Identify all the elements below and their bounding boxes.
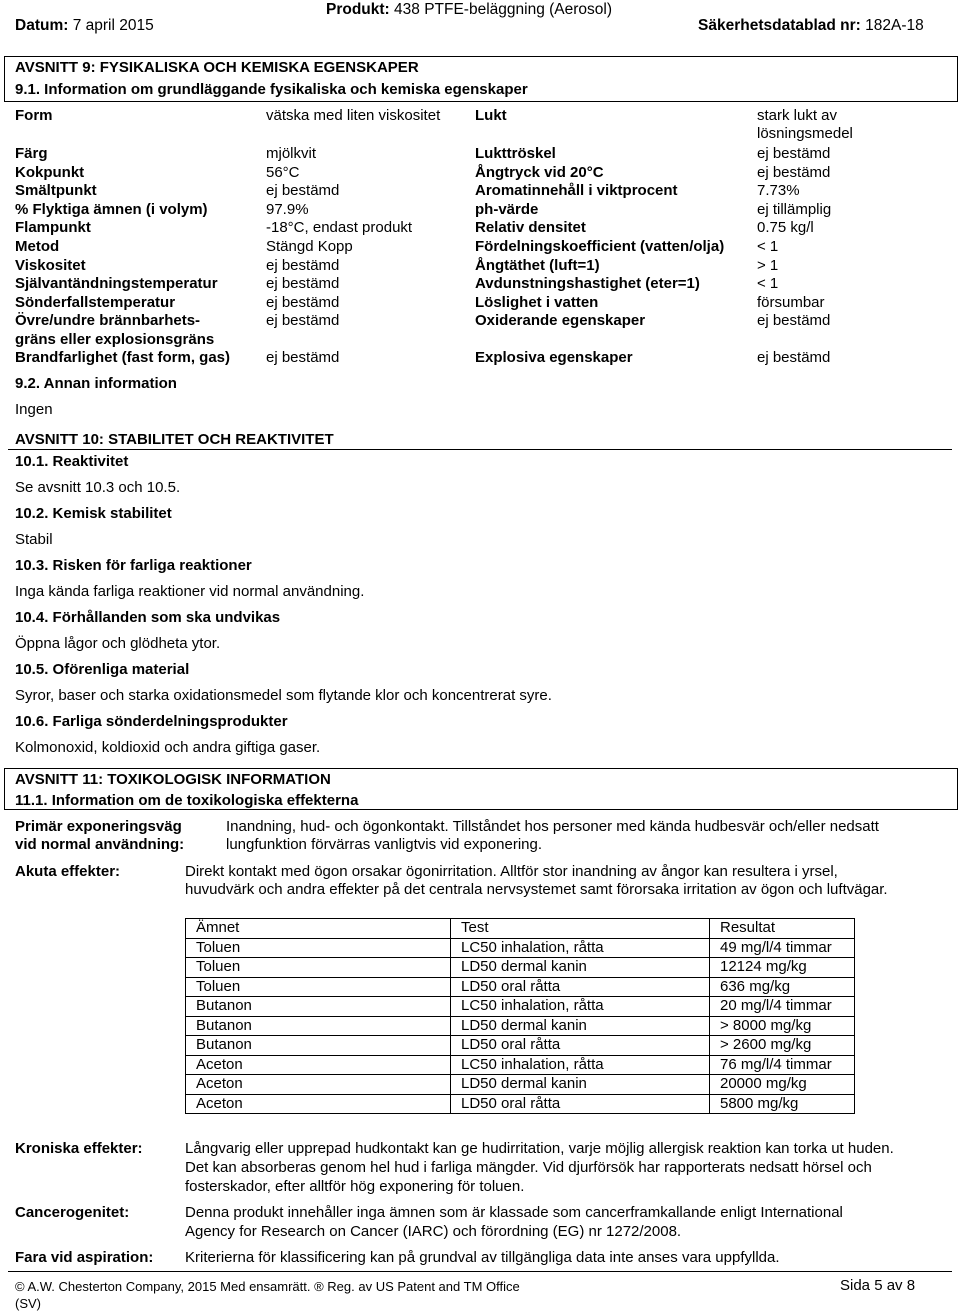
property-label: Ångtryck vid 20°C	[475, 164, 604, 181]
property-value: 0.75 kg/l	[757, 219, 814, 236]
table-cell: LD50 oral råtta	[451, 977, 710, 997]
sds-label: Säkerhetsdatablad nr:	[698, 17, 861, 34]
chronic-effects-text-3: fosterskador, efter alltför hög exponering för toluen.	[185, 1178, 525, 1195]
property-label: gräns eller explosionsgräns	[15, 331, 215, 348]
table-cell: Toluen	[186, 977, 451, 997]
table-row	[186, 1075, 855, 1095]
section-9-header	[4, 56, 958, 102]
property-label: ph-värde	[475, 201, 539, 218]
property-value: ej bestämd	[757, 349, 831, 366]
table-row	[186, 1036, 855, 1056]
property-value: ej tillämplig	[757, 201, 832, 218]
primary-exposure-label-2: vid normal användning:	[15, 836, 185, 853]
property-value: ej bestämd	[266, 182, 340, 199]
table-cell: Aceton	[186, 1075, 451, 1095]
property-label: Brandfarlighet (fast form, gas)	[15, 349, 231, 366]
footer-copyright: © A.W. Chesterton Company, 2015 Med ensamrätt. ® Reg. av US Patent and TM Office	[15, 1279, 520, 1294]
property-label: Fördelningskoefficient (vatten/olja)	[475, 238, 725, 255]
header-date	[15, 17, 154, 35]
acute-effects-text-2: huvudvärk och andra effekter på det centrala nervsystemet samt förorsaka irritation av ögon och luftvägar.	[185, 881, 888, 898]
property-label: Oxiderande egenskaper	[475, 312, 646, 329]
subsection-text: Stabil	[15, 531, 53, 548]
table-row	[186, 1016, 855, 1036]
table-cell: LD50 dermal kanin	[451, 1016, 710, 1036]
section-10-divider	[8, 449, 952, 450]
table-cell: 76 mg/l/4 timmar	[710, 1055, 855, 1075]
chronic-effects-text-1: Långvarig eller upprepad hudkontakt kan ge hudirritation, varje möjlig allergisk reaktion kan torka ut huden.	[185, 1140, 894, 1157]
carcinogenicity-text-1: Denna produkt innehåller inga ämnen som är klassade som cancerframkallande enligt International	[185, 1204, 843, 1221]
property-value: < 1	[757, 238, 779, 255]
table-row	[186, 1094, 855, 1114]
primary-exposure-text-1: Inandning, hud- och ögonkontakt. Tillståndet hos personer med kända hudbesvär och/eller nedsatt	[226, 818, 879, 835]
property-value: -18°C, endast produkt	[266, 219, 413, 236]
acute-effects-label: Akuta effekter:	[15, 863, 121, 880]
table-cell: LC50 inhalation, råtta	[451, 938, 710, 958]
section-11-header	[4, 768, 958, 810]
section-10-title: AVSNITT 10: STABILITET OCH REAKTIVITET	[15, 431, 334, 448]
subsection-text: Se avsnitt 10.3 och 10.5.	[15, 479, 181, 496]
section-11-title: AVSNITT 11: TOXIKOLOGISK INFORMATION	[15, 771, 331, 788]
property-label: Lukt	[475, 107, 507, 124]
property-label: Explosiva egenskaper	[475, 349, 633, 366]
property-value: vätska med liten viskositet	[266, 107, 441, 124]
table-cell: Aceton	[186, 1094, 451, 1114]
subsection-heading: 10.2. Kemisk stabilitet	[15, 505, 172, 522]
toxicology-table	[185, 918, 855, 1114]
carcinogenicity-text-2: Agency for Research on Cancer (IARC) och förordning (EG) nr 1272/2008.	[185, 1223, 682, 1240]
property-value: ej bestämd	[757, 164, 831, 181]
acute-effects-text-1: Direkt kontakt med ögon orsakar ögonirritation. Alltför stor inandning av ångor kan resultera i yrsel,	[185, 863, 838, 880]
property-value: 56°C	[266, 164, 300, 181]
table-cell: > 2600 mg/kg	[710, 1036, 855, 1056]
subsection-text: Kolmonoxid, koldioxid och andra giftiga gaser.	[15, 739, 321, 756]
date-value: 7 april 2015	[72, 17, 154, 34]
property-value: stark lukt av	[757, 107, 838, 124]
table-cell: 20000 mg/kg	[710, 1075, 855, 1095]
property-value: mjölkvit	[266, 145, 317, 162]
property-label: Smältpunkt	[15, 182, 97, 199]
subsection-heading: 10.4. Förhållanden som ska undvikas	[15, 609, 281, 626]
section-9-title: AVSNITT 9: FYSIKALISKA OCH KEMISKA EGENSKAPER	[15, 59, 419, 76]
table-row	[186, 997, 855, 1017]
property-label: Lukttröskel	[475, 145, 556, 162]
table-cell: LD50 dermal kanin	[451, 1075, 710, 1095]
table-cell: 636 mg/kg	[710, 977, 855, 997]
chronic-effects-text-2: Det kan absorberas genom hel hud i farliga mängder. Vid djurförsök har rapporterats nedsatt hörsel och	[185, 1159, 872, 1176]
sds-value: 182A-18	[865, 17, 924, 34]
property-value: lösningsmedel	[757, 125, 853, 142]
header-product	[326, 1, 612, 19]
table-header-cell: Test	[451, 919, 710, 939]
table-header-row	[186, 919, 855, 939]
table-header-cell: Resultat	[710, 919, 855, 939]
header-sds-number	[698, 17, 924, 35]
table-cell: LC50 inhalation, råtta	[451, 1055, 710, 1075]
table-cell: Butanon	[186, 1016, 451, 1036]
property-label: Aromatinnehåll i viktprocent	[475, 182, 678, 199]
property-label: Självantändningstemperatur	[15, 275, 218, 292]
property-value: Stängd Kopp	[266, 238, 353, 255]
property-label: Relativ densitet	[475, 219, 586, 236]
table-header-cell: Ämnet	[186, 919, 451, 939]
table-cell: Butanon	[186, 997, 451, 1017]
property-label: Viskositet	[15, 257, 86, 274]
property-label: Färg	[15, 145, 48, 162]
property-value: < 1	[757, 275, 779, 292]
footer-page-number: Sida 5 av 8	[840, 1277, 916, 1294]
section-9-2-title: 9.2. Annan information	[15, 375, 177, 392]
primary-exposure-label-1: Primär exponeringsväg	[15, 818, 182, 835]
property-label: Löslighet i vatten	[475, 294, 599, 311]
aspiration-text: Kriterierna för klassificering kan på grundval av tillgängliga data inte anses vara uppfyllda.	[185, 1249, 780, 1266]
table-cell: LC50 inhalation, råtta	[451, 997, 710, 1017]
table-row	[186, 938, 855, 958]
property-value: ej bestämd	[266, 312, 340, 329]
property-value: ej bestämd	[266, 257, 340, 274]
subsection-heading: 10.6. Farliga sönderdelningsprodukter	[15, 713, 288, 730]
property-value: ej bestämd	[266, 275, 340, 292]
property-label: % Flyktiga ämnen (i volym)	[15, 201, 208, 218]
primary-exposure-text-2: lungfunktion förvärras vanligtvis vid exponering.	[226, 836, 543, 853]
section-9-1-title: 9.1. Information om grundläggande fysikaliska och kemiska egenskaper	[15, 81, 528, 98]
table-cell: 5800 mg/kg	[710, 1094, 855, 1114]
property-value: ej bestämd	[757, 312, 831, 329]
property-value: ej bestämd	[266, 294, 340, 311]
property-value: > 1	[757, 257, 779, 274]
property-value: 97.9%	[266, 201, 309, 218]
property-label: Kokpunkt	[15, 164, 85, 181]
table-cell: Toluen	[186, 958, 451, 978]
table-row	[186, 958, 855, 978]
table-cell: Butanon	[186, 1036, 451, 1056]
subsection-heading: 10.1. Reaktivitet	[15, 453, 129, 470]
subsection-text: Öppna lågor och glödheta ytor.	[15, 635, 221, 652]
table-row	[186, 1055, 855, 1075]
product-label: Produkt:	[326, 1, 390, 18]
section-11-1-title: 11.1. Information om de toxikologiska effekterna	[15, 792, 359, 809]
property-value: ej bestämd	[266, 349, 340, 366]
table-cell: LD50 oral råtta	[451, 1036, 710, 1056]
property-label: Övre/undre brännbarhets-	[15, 312, 201, 329]
table-cell: 12124 mg/kg	[710, 958, 855, 978]
aspiration-label: Fara vid aspiration:	[15, 1249, 154, 1266]
section-9-2-text: Ingen	[15, 401, 53, 418]
chronic-effects-label: Kroniska effekter:	[15, 1140, 143, 1157]
property-label: Ångtäthet (luft=1)	[475, 257, 600, 274]
subsection-text: Syror, baser och starka oxidationsmedel som flytande klor och koncentrerat syre.	[15, 687, 552, 704]
property-label: Avdunstningshastighet (eter=1)	[475, 275, 700, 292]
property-value: försumbar	[757, 294, 825, 311]
subsection-heading: 10.3. Risken för farliga reaktioner	[15, 557, 252, 574]
property-value: ej bestämd	[757, 145, 831, 162]
table-row	[186, 977, 855, 997]
footer-divider	[8, 1271, 952, 1272]
table-cell: > 8000 mg/kg	[710, 1016, 855, 1036]
subsection-text: Inga kända farliga reaktioner vid normal användning.	[15, 583, 365, 600]
property-label: Sönderfallstemperatur	[15, 294, 176, 311]
date-label: Datum:	[15, 17, 69, 34]
property-label: Form	[15, 107, 53, 124]
table-cell: 20 mg/l/4 timmar	[710, 997, 855, 1017]
footer-language: (SV)	[15, 1296, 41, 1311]
table-cell: Toluen	[186, 938, 451, 958]
property-label: Metod	[15, 238, 60, 255]
property-label: Flampunkt	[15, 219, 91, 236]
subsection-heading: 10.5. Oförenliga material	[15, 661, 190, 678]
table-cell: Aceton	[186, 1055, 451, 1075]
table-cell: 49 mg/l/4 timmar	[710, 938, 855, 958]
table-cell: LD50 oral råtta	[451, 1094, 710, 1114]
property-value: 7.73%	[757, 182, 800, 199]
table-cell: LD50 dermal kanin	[451, 958, 710, 978]
carcinogenicity-label: Cancerogenitet:	[15, 1204, 130, 1221]
product-value: 438 PTFE-beläggning (Aerosol)	[394, 1, 613, 18]
